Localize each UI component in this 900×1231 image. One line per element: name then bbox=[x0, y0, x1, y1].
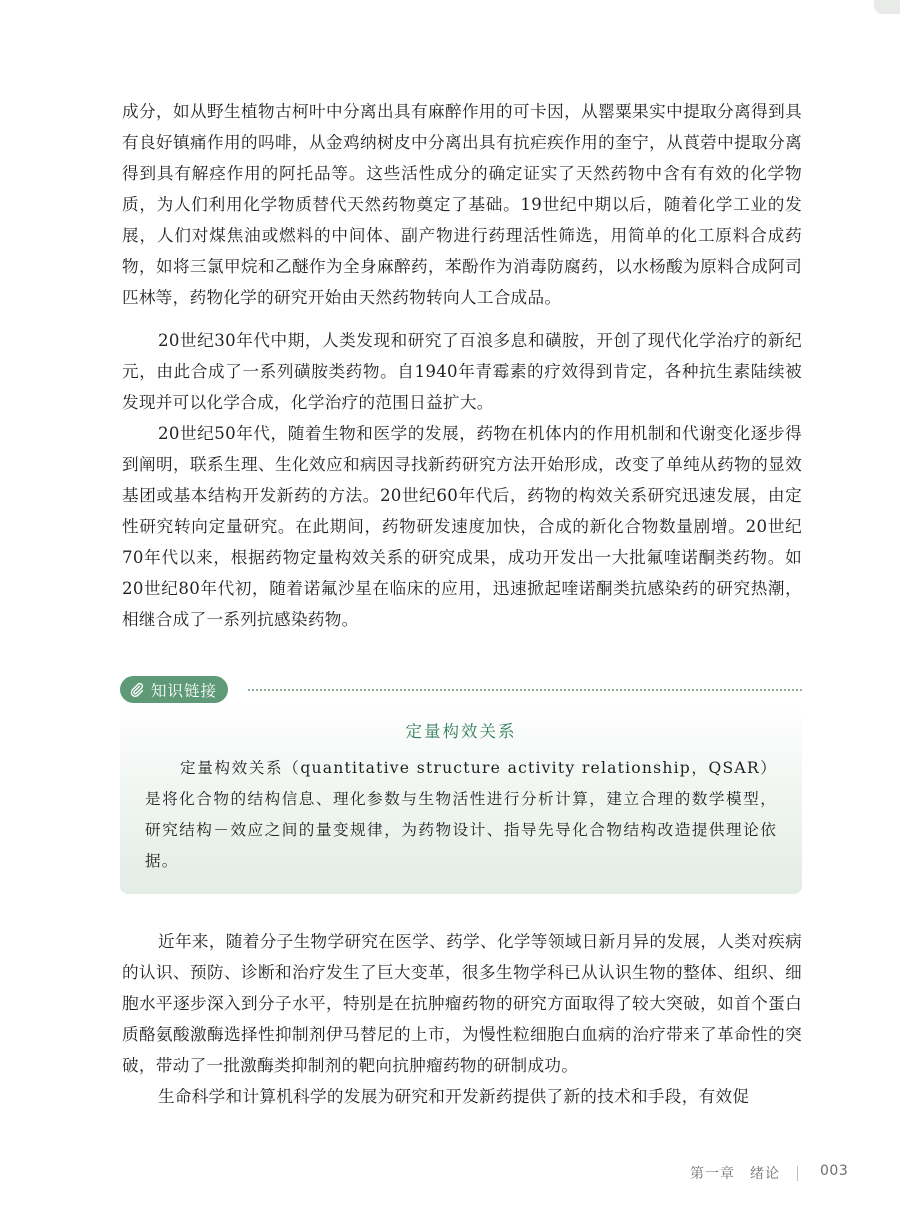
paperclip-icon bbox=[129, 682, 145, 698]
body-paragraph-3: 20世纪50年代，随着生物和医学的发展，药物在机体内的作用机制和代谢变化逐步得到阐明，联系生理、生化效应和病因寻找新药研究方法开始形成，改变了单纯从药物的显效基团或基本结构开发新药的方法。20世纪60年代后，药物的构效关系研究迅速发展，由定性研究转向定量研究。在此期间，药物研发速度加快，合成的新化合物数量剧增。20世纪70年代以来，根据药物定量构效关系的研究成果，成功开发出一大批氟喹诺酮类药物。如20世纪80年代初，随着诺氟沙星在临床的应用，迅速掀起喹诺酮类抗感染药的研究热潮，相继合成了一系列抗感染药物。 bbox=[122, 424, 802, 629]
knowledge-link-tag bbox=[120, 676, 228, 703]
footer-divider bbox=[797, 1166, 798, 1181]
page-number: 003 bbox=[820, 1163, 849, 1179]
knowledge-link-title: 定量构效关系 bbox=[405, 722, 517, 741]
body-paragraph-5: 生命科学和计算机科学的发展为研究和开发新药提供了新的技术和手段，有效促 bbox=[158, 1087, 750, 1106]
dotted-divider bbox=[248, 689, 802, 691]
body-paragraph-2: 20世纪30年代中期，人类发现和研究了百浪多息和磺胺，开创了现代化学治疗的新纪元，由此合成了一系列磺胺类药物。自1940年青霉素的疗效得到肯定，各种抗生素陆续被发现并可以化学合成，化学治疗的范围日益扩大。 bbox=[122, 331, 802, 412]
body-paragraph-1: 成分，如从野生植物古柯叶中分离出具有麻醉作用的可卡因，从罂粟果实中提取分离得到具有良好镇痛作用的吗啡，从金鸡纳树皮中分离出具有抗疟疾作用的奎宁，从莨菪中提取分离得到具有解痉作用的阿托品等。这些活性成分的确定证实了天然药物中含有有效的化学物质，为人们利用化学物质替代天然药物奠定了基础。19世纪中期以后，随着化学工业的发展，人们对煤焦油或燃料的中间体、副产物进行药理活性筛选，用简单的化工原料合成药物，如将三氯甲烷和乙醚作为全身麻醉药，苯酚作为消毒防腐药，以水杨酸为原料合成阿司匹林等，药物化学的研究开始由天然药物转向人工合成品。 bbox=[122, 102, 802, 307]
knowledge-link-panel bbox=[120, 704, 802, 894]
page-corner-mark bbox=[874, 0, 900, 14]
knowledge-link-box bbox=[120, 676, 802, 894]
knowledge-link-body: 定量构效关系（quantitative structure activity relationship，QSAR）是将化合物的结构信息、理化参数与生物活性进行分析计算，建立合理的数学模型，研究结构－效应之间的量变规律，为药物设计、指导先导化合物结构改造提供理论依据。 bbox=[145, 759, 777, 870]
page-footer bbox=[0, 1163, 900, 1185]
knowledge-link-label: 知识链接 bbox=[151, 681, 218, 700]
body-paragraph-4: 近年来，随着分子生物学研究在医学、药学、化学等领域日新月异的发展，人类对疾病的认识、预防、诊断和治疗发生了巨大变革，很多生物学科已从认识生物的整体、组织、细胞水平逐步深入到分子水平，特别是在抗肿瘤药物的研究方面取得了较大突破，如首个蛋白质酪氨酸激酶选择性抑制剂伊马替尼的上市，为慢性粒细胞白血病的治疗带来了革命性的突破，带动了一批激酶类抑制剂的靶向抗肿瘤药物的研制成功。 bbox=[122, 932, 802, 1075]
chapter-label: 第一章 绪论 bbox=[690, 1166, 780, 1182]
